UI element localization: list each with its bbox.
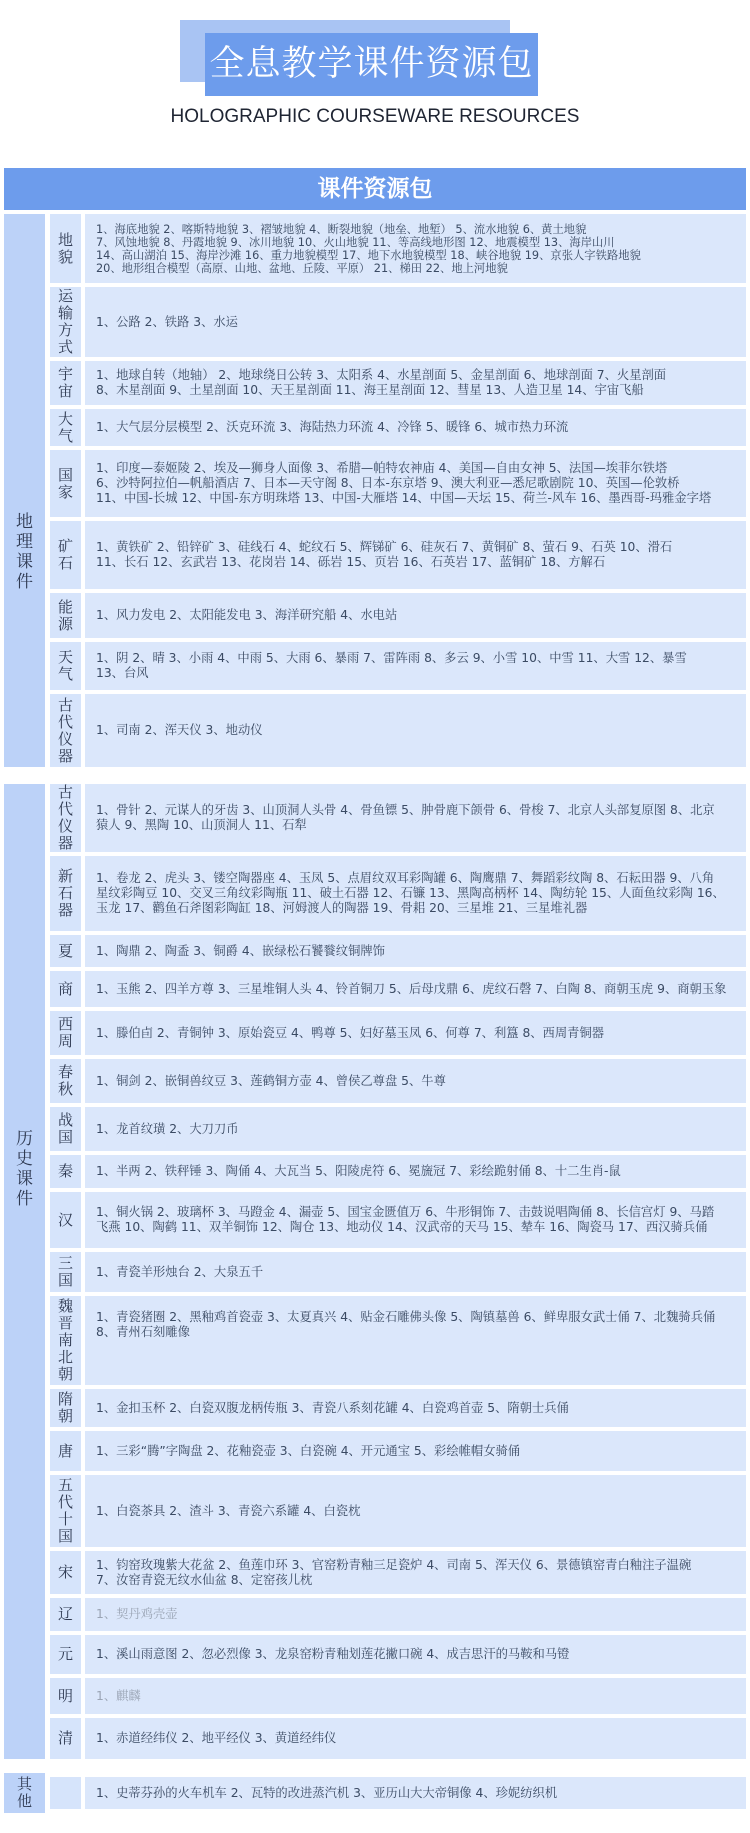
row-history-qing bbox=[50, 1718, 746, 1759]
row-name: 地貌 bbox=[50, 214, 81, 283]
row-name: 宇宙 bbox=[50, 361, 81, 405]
row-content: 1、黄铁矿 2、铅锌矿 3、硅线石 4、蛇纹石 5、辉锑矿 6、硅灰石 7、黄铜矿 8、萤石 9、石英 10、滑石 11、长石 12、玄武岩 13、花岗岩 14、砾岩 15、页岩 16、石英岩 17、蓝铜矿 18、方解石 bbox=[85, 521, 746, 589]
row-name: 新石器 bbox=[50, 856, 81, 931]
row-name: 汉 bbox=[50, 1192, 81, 1248]
row-geo-atmosphere bbox=[50, 409, 746, 446]
row-name: 魏晋南北朝 bbox=[50, 1296, 81, 1385]
row-history-tang bbox=[50, 1431, 746, 1471]
row-content: 1、骨针 2、元谋人的牙齿 3、山顶洞人头骨 4、骨鱼镖 5、肿骨鹿下颌骨 6、骨梭 7、北京人头部复原图 8、北京 猿人 9、黑陶 10、山顶洞人 11、石犁 bbox=[85, 784, 746, 852]
row-content: 1、铜剑 2、嵌铜兽纹豆 3、莲鹤铜方壶 4、曾侯乙尊盘 5、牛尊 bbox=[85, 1059, 746, 1103]
row-geo-weather bbox=[50, 642, 746, 690]
row-name: 辽 bbox=[50, 1598, 81, 1631]
row-name: 古代仪器 bbox=[50, 694, 81, 767]
row-history-qin bbox=[50, 1155, 746, 1188]
row-content: 1、卷龙 2、虎头 3、镂空陶器座 4、玉凤 5、点眉纹双耳彩陶罐 6、陶鹰鼎 7、舞蹈彩纹陶 8、石耘田器 9、八角 星纹彩陶豆 10、交叉三角纹彩陶瓶 11、破土石器 12、石镰 13、黑陶高柄杯 14、陶纺轮 15、人面鱼纹彩陶 16、 玉龙 17、鹳鱼石斧图彩陶缸 18、河姆渡人的陶器 19、骨耜 20、三星堆 21、三星堆礼器 bbox=[85, 856, 746, 931]
row-history-xia bbox=[50, 935, 746, 967]
row-history-yuan bbox=[50, 1635, 746, 1674]
row-geo-energy bbox=[50, 593, 746, 638]
history-section bbox=[4, 784, 746, 1759]
category-history bbox=[4, 784, 45, 1759]
page-header bbox=[0, 0, 750, 160]
row-history-ming bbox=[50, 1678, 746, 1714]
row-history-wei-jin bbox=[50, 1296, 746, 1385]
row-content: 1、史蒂芬孙的火车机车 2、瓦特的改进蒸汽机 3、亚历山大大帝铜像 4、珍妮纺织机 bbox=[85, 1777, 746, 1809]
row-geo-landform bbox=[50, 214, 746, 283]
row-content: 1、滕伯卣 2、青铜钟 3、原始瓷豆 4、鸭尊 5、妇好墓玉凤 6、何尊 7、利簋 8、西周青铜器 bbox=[85, 1011, 746, 1055]
row-name: 大气 bbox=[50, 409, 81, 446]
row-content: 1、三彩“腾”字陶盘 2、花釉瓷壶 3、白瓷碗 4、开元通宝 5、彩绘帷帽女骑俑 bbox=[85, 1431, 746, 1471]
row-geo-universe bbox=[50, 361, 746, 405]
category-other-label: 其他 bbox=[16, 1775, 32, 1810]
geography-section bbox=[4, 214, 746, 767]
row-content: 1、公路 2、铁路 3、水运 bbox=[85, 287, 746, 357]
row-content: 1、铜火锅 2、玻璃杯 3、马蹬金 4、漏壶 5、国宝金匮值万 6、牛形铜饰 7、击鼓说唱陶俑 8、长信宫灯 9、马踏 飞燕 10、陶鹤 11、双羊铜饰 12、陶仓 13、地动仪 14、汉武帝的天马 15、辇车 16、陶瓷马 17、西汉骑兵俑 bbox=[85, 1192, 746, 1248]
row-history-three-kingdoms bbox=[50, 1252, 746, 1292]
row-history-warring-states bbox=[50, 1107, 746, 1151]
row-name: 天气 bbox=[50, 642, 81, 690]
row-history-five-dynasties bbox=[50, 1475, 746, 1547]
row-name: 隋朝 bbox=[50, 1389, 81, 1427]
category-history-label: 历史课件 bbox=[16, 1129, 33, 1209]
row-content: 1、地球自转（地轴） 2、地球绕日公转 3、太阳系 4、水星剖面 5、金星剖面 6、地球剖面 7、火星剖面 8、木星剖面 9、土星剖面 10、天王星剖面 11、海王星剖面 12、彗星 13、人造卫星 14、宇宙飞船 bbox=[85, 361, 746, 405]
row-history-spring-autumn bbox=[50, 1059, 746, 1103]
row-name: 商 bbox=[50, 971, 81, 1007]
row-name: 唐 bbox=[50, 1431, 81, 1471]
page-subtitle: HOLOGRAPHIC COURSEWARE RESOURCES bbox=[170, 106, 580, 127]
row-history-sui bbox=[50, 1389, 746, 1427]
row-content: 1、风力发电 2、太阳能发电 3、海洋研究船 4、水电站 bbox=[85, 593, 746, 638]
row-name: 秦 bbox=[50, 1155, 81, 1188]
row-name: 矿石 bbox=[50, 521, 81, 589]
row-name: 夏 bbox=[50, 935, 81, 967]
row-content: 1、玉熊 2、四羊方尊 3、三星堆铜人头 4、铃首铜刀 5、后母戊鼎 6、虎纹石磬 7、白陶 8、商朝玉虎 9、商朝玉象 bbox=[85, 971, 746, 1007]
row-name: 国家 bbox=[50, 450, 81, 517]
row-content: 1、司南 2、浑天仪 3、地动仪 bbox=[85, 694, 746, 767]
row-name: 春秋 bbox=[50, 1059, 81, 1103]
row-history-neolithic bbox=[50, 856, 746, 931]
row-content: 1、青瓷羊形烛台 2、大泉五千 bbox=[85, 1252, 746, 1292]
row-content: 1、白瓷茶具 2、渣斗 3、青瓷六系罐 4、白瓷枕 bbox=[85, 1475, 746, 1547]
row-name: 明 bbox=[50, 1678, 81, 1714]
row-history-han bbox=[50, 1192, 746, 1248]
row-name: 运输方式 bbox=[50, 287, 81, 357]
row-history-western-zhou bbox=[50, 1011, 746, 1055]
row-content: 1、陶鼎 2、陶盉 3、铜爵 4、嵌绿松石饕餮纹铜牌饰 bbox=[85, 935, 746, 967]
row-content: 1、印度—泰姬陵 2、埃及—狮身人面像 3、希腊—帕特农神庙 4、美国—自由女神 5、法国—埃菲尔铁塔 6、沙特阿拉伯—帆船酒店 7、日本—天守阁 8、日本-东京塔 9、澳大利亚—悉尼歌剧院 10、英国—伦敦桥 11、中国-长城 12、中国-东方明珠塔 13、中国-大雁塔 14、中国—天坛 15、荷兰-风车 16、墨西哥-玛雅金字塔 bbox=[85, 450, 746, 517]
category-other bbox=[4, 1773, 45, 1813]
row-content: 1、赤道经纬仪 2、地平经仪 3、黄道经纬仪 bbox=[85, 1718, 746, 1759]
row-content: 1、钧窑玫瑰紫大花盆 2、鱼莲巾环 3、官窑粉青釉三足瓷炉 4、司南 5、浑天仪 6、景德镇窑青白釉注子温碗 7、汝窑青瓷无纹水仙盆 8、定窑孩儿枕 bbox=[85, 1551, 746, 1594]
row-content: 1、溪山雨意图 2、忽必烈像 3、龙泉窑粉青釉划莲花撇口碗 4、成吉思汗的马鞍和马镫 bbox=[85, 1635, 746, 1674]
section-banner: 课件资源包 bbox=[4, 168, 746, 210]
row-content: 1、契丹鸡壳壶 bbox=[85, 1598, 746, 1631]
row-name: 清 bbox=[50, 1718, 81, 1759]
row-geo-minerals bbox=[50, 521, 746, 589]
row-geo-transport bbox=[50, 287, 746, 357]
row-name: 五代十国 bbox=[50, 1475, 81, 1547]
page-title: 全息教学课件资源包 bbox=[205, 33, 538, 96]
other-section bbox=[50, 1777, 746, 1809]
row-history-ancient-instruments bbox=[50, 784, 746, 852]
row-history-liao bbox=[50, 1598, 746, 1631]
row-content: 1、龙首纹璜 2、大刀刀币 bbox=[85, 1107, 746, 1151]
row-name: 西周 bbox=[50, 1011, 81, 1055]
category-geography bbox=[4, 214, 45, 767]
category-geography-label: 地理课件 bbox=[16, 512, 33, 592]
row-name: 战国 bbox=[50, 1107, 81, 1151]
row-content: 1、海底地貌 2、喀斯特地貌 3、褶皱地貌 4、断裂地貌（地垒、地堑） 5、流水地貌 6、黄土地貌 7、风蚀地貌 8、丹霞地貌 9、冰川地貌 10、火山地貌 11、等高线地形图 12、地震模型 13、海岸山川 14、高山湖泊 15、海岸沙滩 16、重力地貌模型 17、地下水地貌模型 18、峡谷地貌 19、京张人字铁路地貌 20、地形组合模型（高原、山地、盆地、丘陵、平原） 21、梯田 22、地上河地貌 bbox=[85, 214, 746, 283]
row-content: 1、麒麟 bbox=[85, 1678, 746, 1714]
row-history-song bbox=[50, 1551, 746, 1594]
row-geo-ancient-instruments bbox=[50, 694, 746, 767]
row-name: 三国 bbox=[50, 1252, 81, 1292]
row-name: 能源 bbox=[50, 593, 81, 638]
row-history-shang bbox=[50, 971, 746, 1007]
row-content: 1、阴 2、晴 3、小雨 4、中雨 5、大雨 6、暴雨 7、雷阵雨 8、多云 9、小雪 10、中雪 11、大雪 12、暴雪 13、台风 bbox=[85, 642, 746, 690]
row-content: 1、青瓷猪圈 2、黑釉鸡首瓷壶 3、太夏真兴 4、贴金石雕佛头像 5、陶镇墓兽 6、鲜卑服女武士俑 7、北魏骑兵俑 8、青州石刻雕像 bbox=[85, 1296, 746, 1385]
row-name: 古代仪器 bbox=[50, 784, 81, 852]
row-content: 1、大气层分层模型 2、沃克环流 3、海陆热力环流 4、冷锋 5、暖锋 6、城市热力环流 bbox=[85, 409, 746, 446]
row-name: 宋 bbox=[50, 1551, 81, 1594]
row-name bbox=[50, 1777, 81, 1809]
row-name: 元 bbox=[50, 1635, 81, 1674]
row-content: 1、半两 2、铁秤锤 3、陶俑 4、大瓦当 5、阳陵虎符 6、冕旒冠 7、彩绘跪射俑 8、十二生肖-鼠 bbox=[85, 1155, 746, 1188]
row-content: 1、金扣玉杯 2、白瓷双腹龙柄传瓶 3、青瓷八系刻花罐 4、白瓷鸡首壶 5、隋朝士兵俑 bbox=[85, 1389, 746, 1427]
row-geo-countries bbox=[50, 450, 746, 517]
